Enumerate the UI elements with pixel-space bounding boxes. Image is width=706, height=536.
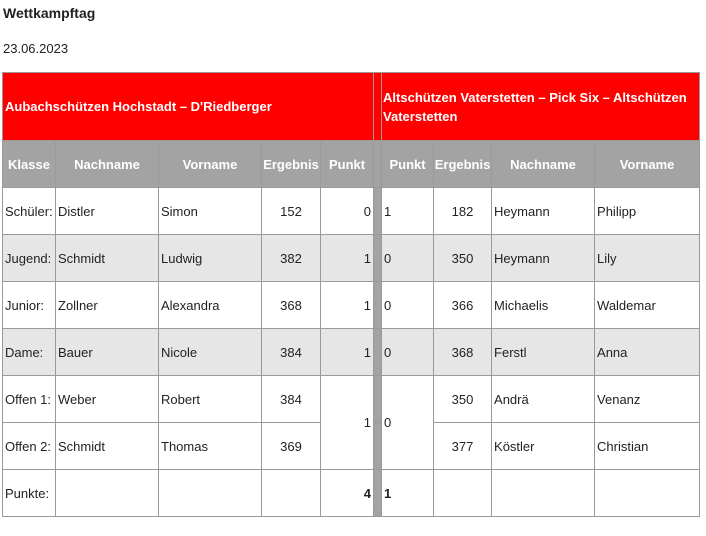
table-row — [3, 376, 700, 423]
away-vorname-cell: Lily — [595, 235, 700, 282]
home-vorname-cell: Robert — [159, 376, 262, 423]
home-punkt-cell: 1 — [321, 329, 374, 376]
home-ergebnis-cell: 152 — [262, 188, 321, 235]
klasse-cell: Offen 1: — [3, 376, 56, 423]
empty-cell — [434, 470, 492, 517]
column-divider — [374, 73, 382, 141]
home-vorname-cell: Alexandra — [159, 282, 262, 329]
column-divider — [374, 329, 382, 376]
away-nachname-cell: Heymann — [492, 188, 595, 235]
away-ergebnis-cell: 350 — [434, 376, 492, 423]
away-team-name: Altschützen Vaterstetten – Pick Six – Altschützen Vaterstetten — [382, 73, 700, 141]
away-total-points: 1 — [382, 470, 434, 517]
away-nachname-cell: Ferstl — [492, 329, 595, 376]
home-ergebnis-cell: 368 — [262, 282, 321, 329]
column-divider — [374, 235, 382, 282]
klasse-cell: Dame: — [3, 329, 56, 376]
competition-date: 23.06.2023 — [3, 41, 69, 56]
empty-cell — [492, 470, 595, 517]
home-nachname-cell: Schmidt — [56, 235, 159, 282]
header-klasse: Klasse — [3, 141, 56, 188]
table-row — [3, 282, 700, 329]
header-home-punkt: Punkt — [321, 141, 374, 188]
home-ergebnis-cell: 384 — [262, 376, 321, 423]
away-punkt-cell: 0 — [382, 329, 434, 376]
home-vorname-cell: Thomas — [159, 423, 262, 470]
home-punkt-cell: 0 — [321, 188, 374, 235]
away-ergebnis-cell: 368 — [434, 329, 492, 376]
away-vorname-cell: Philipp — [595, 188, 700, 235]
away-punkt-cell: 0 — [382, 282, 434, 329]
offen-home-punkt-cell: 1 — [321, 376, 374, 470]
away-nachname-cell: Michaelis — [492, 282, 595, 329]
header-home-nachname: Nachname — [56, 141, 159, 188]
table-row — [3, 188, 700, 235]
column-header-row — [3, 141, 700, 188]
home-nachname-cell: Bauer — [56, 329, 159, 376]
away-vorname-cell: Venanz — [595, 376, 700, 423]
table-row — [3, 329, 700, 376]
home-ergebnis-cell: 382 — [262, 235, 321, 282]
header-away-vorname: Vorname — [595, 141, 700, 188]
home-ergebnis-cell: 369 — [262, 423, 321, 470]
home-vorname-cell: Simon — [159, 188, 262, 235]
offen-away-punkt-cell: 0 — [382, 376, 434, 470]
empty-cell — [56, 470, 159, 517]
results-table — [2, 72, 700, 517]
klasse-cell: Offen 2: — [3, 423, 56, 470]
column-divider — [374, 282, 382, 329]
team-header-row — [3, 73, 700, 141]
away-ergebnis-cell: 377 — [434, 423, 492, 470]
klasse-cell: Schüler: — [3, 188, 56, 235]
column-divider — [374, 470, 382, 517]
table-row — [3, 235, 700, 282]
home-total-points: 4 — [321, 470, 374, 517]
home-vorname-cell: Ludwig — [159, 235, 262, 282]
totals-label: Punkte: — [3, 470, 56, 517]
home-nachname-cell: Zollner — [56, 282, 159, 329]
empty-cell — [262, 470, 321, 517]
home-nachname-cell: Distler — [56, 188, 159, 235]
away-ergebnis-cell: 366 — [434, 282, 492, 329]
away-ergebnis-cell: 182 — [434, 188, 492, 235]
away-nachname-cell: Heymann — [492, 235, 595, 282]
header-away-ergebnis: Ergebnis — [434, 141, 492, 188]
totals-row — [3, 470, 700, 517]
home-ergebnis-cell: 384 — [262, 329, 321, 376]
header-home-ergebnis: Ergebnis — [262, 141, 321, 188]
page-title: Wettkampftag — [3, 5, 96, 21]
home-nachname-cell: Weber — [56, 376, 159, 423]
column-divider — [374, 423, 382, 470]
home-punkt-cell: 1 — [321, 235, 374, 282]
away-nachname-cell: Köstler — [492, 423, 595, 470]
column-divider — [374, 188, 382, 235]
away-punkt-cell: 0 — [382, 235, 434, 282]
column-divider — [374, 141, 382, 188]
klasse-cell: Junior: — [3, 282, 56, 329]
away-vorname-cell: Christian — [595, 423, 700, 470]
away-ergebnis-cell: 350 — [434, 235, 492, 282]
home-nachname-cell: Schmidt — [56, 423, 159, 470]
away-vorname-cell: Waldemar — [595, 282, 700, 329]
empty-cell — [159, 470, 262, 517]
home-vorname-cell: Nicole — [159, 329, 262, 376]
klasse-cell: Jugend: — [3, 235, 56, 282]
away-vorname-cell: Anna — [595, 329, 700, 376]
header-home-vorname: Vorname — [159, 141, 262, 188]
home-punkt-cell: 1 — [321, 282, 374, 329]
home-team-name: Aubachschützen Hochstadt – D'Riedberger — [3, 73, 374, 141]
column-divider — [374, 376, 382, 423]
away-nachname-cell: Andrä — [492, 376, 595, 423]
header-away-punkt: Punkt — [382, 141, 434, 188]
empty-cell — [595, 470, 700, 517]
away-punkt-cell: 1 — [382, 188, 434, 235]
header-away-nachname: Nachname — [492, 141, 595, 188]
